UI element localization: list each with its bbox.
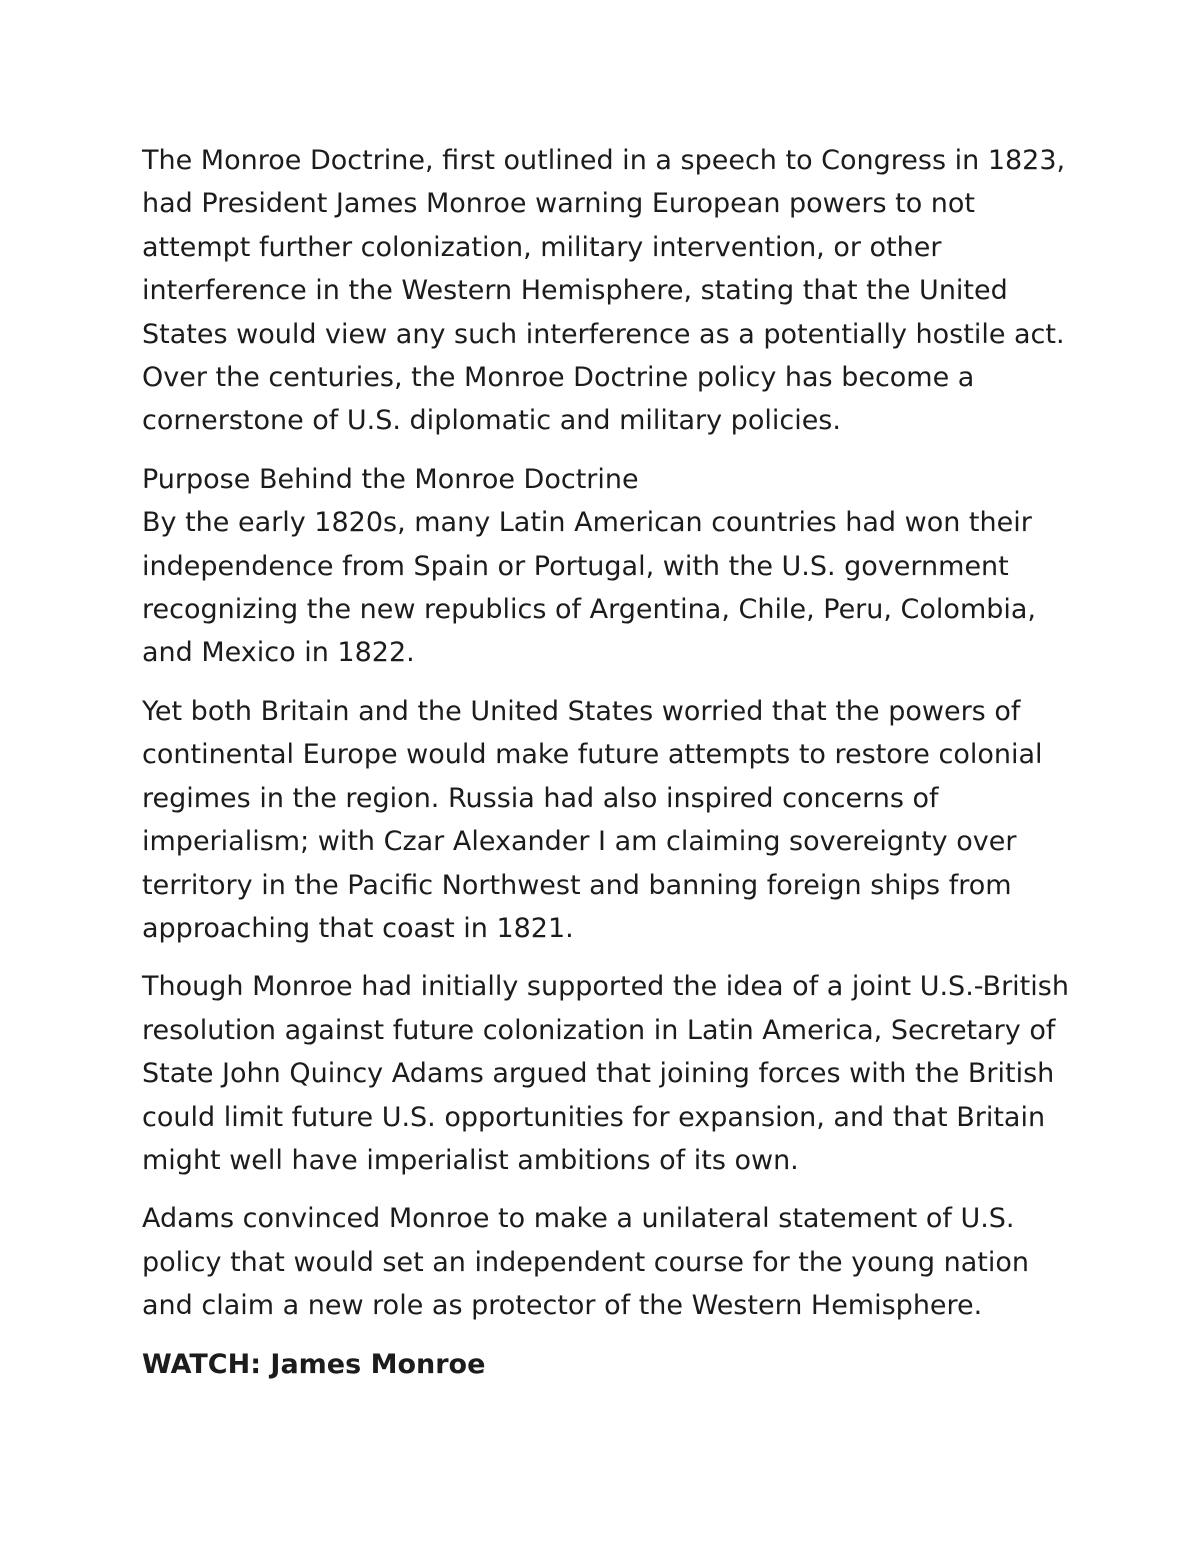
paragraph-joint-resolution: Though Monroe had initially supported the idea of a joint U.S.-British resolution against future colonization in Latin America, Secretary of State John Quincy Adams argued that joining forces with the British could limit future U.S. opportunities for expansion, and that Britain might well have imperialist ambitions of its own.	[142, 971, 1069, 1176]
section-paragraph: By the early 1820s, many Latin American countries had won their independence from Spain or Portugal, with the U.S. government recognizing the new republics of Argentina, Chile, Peru, Colombia, and Mexico in 1822.	[142, 507, 1037, 669]
section-heading: Purpose Behind the Monroe Doctrine	[142, 463, 639, 495]
paragraph-unilateral-statement: Adams convinced Monroe to make a unilateral statement of U.S. policy that would set an independent course for the young nation and claim a new role as protector of the Western Hemisphere.	[142, 1203, 1030, 1322]
document-page	[142, 139, 1072, 1386]
purpose-section	[142, 458, 1072, 675]
intro-paragraph: The Monroe Doctrine, first outlined in a speech to Congress in 1823, had President James Monroe warning European powers to not attempt further colonization, military intervention, or other interference in the Western Hemisphere, stating that the United States would view any such interference as a potentially hostile act. Over the centuries, the Monroe Doctrine policy has become a cornerstone of U.S. diplomatic and military policies.	[142, 145, 1066, 437]
paragraph-imperialism-concerns: Yet both Britain and the United States worried that the powers of continental Europe would make future attempts to restore colonial regimes in the region. Russia had also inspired concerns of imperialism; with Czar Alexander I am claiming sovereignty over territory in the Pacific Northwest and banning foreign ships from approaching that coast in 1821.	[142, 695, 1043, 944]
watch-label: WATCH: James Monroe	[142, 1348, 486, 1380]
